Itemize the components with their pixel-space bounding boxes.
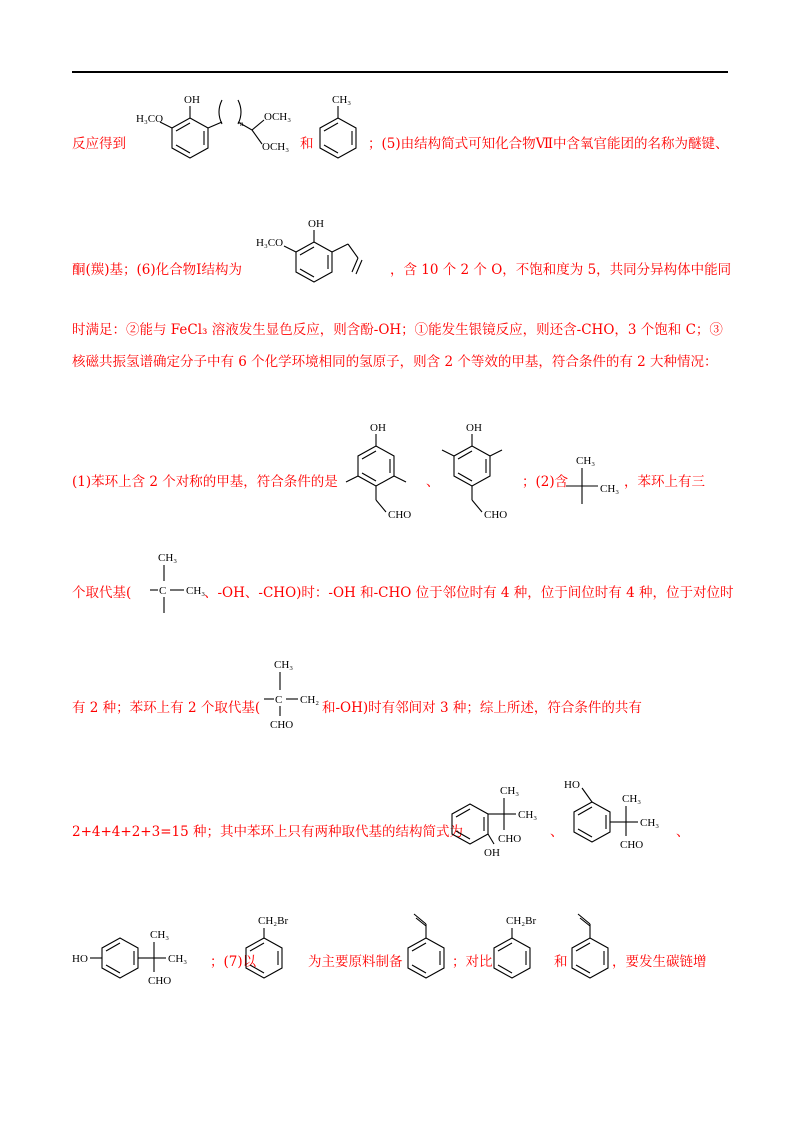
text-segment: 、: [550, 824, 564, 840]
h3co-label: H₃CO: [256, 237, 284, 249]
structure-benzyl-bromide: [244, 910, 314, 990]
text-segment: ；(2)含: [522, 474, 569, 490]
text-segment: 和: [300, 136, 314, 152]
ch3-label-top: CH₃: [158, 552, 178, 564]
text-segment: 、: [426, 474, 440, 490]
ch3-label-right: CH₃: [168, 953, 188, 965]
structure-ortho-isomer: [442, 776, 552, 866]
structure-para-isomer: [72, 910, 212, 1000]
ho-label: HO: [72, 953, 88, 965]
ch2br-label: CH₂Br: [506, 915, 537, 927]
ch3-label-top: CH₃: [150, 929, 170, 941]
text-segment: ；对比: [452, 954, 493, 970]
text-line-2: [72, 180, 732, 300]
structure-methoxy-phenol-acetal: [136, 90, 292, 170]
text-line-9: [72, 910, 732, 1010]
text-line-8: [72, 770, 732, 870]
ch3-label-right: CH₃: [186, 585, 206, 597]
n-label: n: [240, 120, 244, 128]
text-segment: 时满足：②能与 FeCl₃ 溶液发生显色反应，则含酚-OH；①能发生银镜反应，则还含-CHO，3 个饱和 C；③: [72, 322, 723, 338]
text-line-6: [72, 545, 732, 625]
oh-label: OH: [466, 422, 482, 434]
text-segment: 、-OH、-CHO)时：-OH 和-CHO 位于邻位时有 4 种，位于间位时有 4 种，位于对位时: [204, 585, 734, 601]
text-segment: 有 2 种；苯环上有 2 个取代基(: [72, 700, 261, 716]
och3-label-top: OCH₃: [264, 111, 292, 123]
header-rule: [72, 71, 728, 73]
text-segment: 反应得到: [72, 136, 126, 152]
text-segment: 和-OH)时有邻间对 3 种；综上所述，符合条件的共有: [322, 700, 642, 716]
structure-isomer-a: [340, 418, 420, 528]
cho-label: CHO: [498, 833, 522, 845]
text-segment: ，含 10 个 2 个 O，不饱和度为 5，共同分异构体中能同: [390, 262, 732, 278]
ch3-label-right: CH₃: [600, 483, 620, 495]
ch3-label-top: CH₃: [622, 793, 642, 805]
ch3-label-right: CH₃: [640, 817, 660, 829]
text-line-7: [72, 652, 732, 732]
ho-label: HO: [564, 779, 580, 791]
oh-label: OH: [184, 94, 200, 106]
cho-label: CHO: [388, 509, 412, 521]
text-segment: (1)苯环上含 2 个对称的甲基，符合条件的是: [72, 474, 338, 490]
c-label: C: [159, 585, 167, 597]
cho-label: CHO: [620, 839, 644, 851]
ch3-label-top: CH₃: [576, 455, 596, 467]
structure-isomer-b: [436, 418, 516, 528]
oh-label: OH: [370, 422, 386, 434]
text-segment: ，要发生碳链增: [612, 954, 707, 970]
cho-label: CHO: [270, 719, 294, 731]
oh-label: OH: [484, 847, 500, 859]
text-segment: 为主要原料制备: [308, 954, 403, 970]
structure-meta-isomer: [564, 774, 684, 864]
ch3-label: CH₃: [332, 94, 352, 106]
text-segment: 和: [554, 954, 568, 970]
ch3-label-top: CH₃: [274, 659, 294, 671]
text-line-5: [72, 410, 732, 540]
text-segment: 酮(羰)基；(6)化合物Ⅰ结构为: [72, 262, 242, 278]
cho-label: CHO: [148, 975, 172, 987]
ch3-label-right: CH₃: [518, 809, 538, 821]
structure-benzyl-bromide-2: [492, 910, 562, 990]
cho-label: CHO: [484, 509, 508, 521]
oh-label: OH: [308, 218, 324, 230]
text-segment: 2+4+4+2+3=15 种；其中苯环上只有两种取代基的结构简式为: [72, 824, 463, 840]
text-segment: ，苯环上有三: [624, 474, 705, 490]
ch2-label: CH₂: [300, 694, 320, 706]
h3co-label: H₃CO: [136, 113, 164, 125]
text-segment: 、: [676, 824, 690, 840]
text-segment: 个取代基(: [72, 585, 132, 601]
ch2br-label: CH₂Br: [258, 915, 289, 927]
text-segment: ；(5)由结构简式可知化合物Ⅶ中含氧官能团的名称为醚键、: [368, 136, 729, 152]
structure-compound-I: [256, 214, 386, 294]
text-line-3: [72, 318, 732, 338]
text-segment: ；(7)以: [210, 954, 257, 970]
c-label: C: [275, 694, 283, 706]
och3-label-bottom: OCH₃: [262, 141, 290, 153]
text-line-4: [72, 350, 732, 370]
ch3-label-top: CH₃: [500, 785, 520, 797]
text-segment: 核磁共振氢谱确定分子中有 6 个化学环境相同的氢原子，则含 2 个等效的甲基，符合条件的有 2 大种情况：: [72, 354, 718, 370]
